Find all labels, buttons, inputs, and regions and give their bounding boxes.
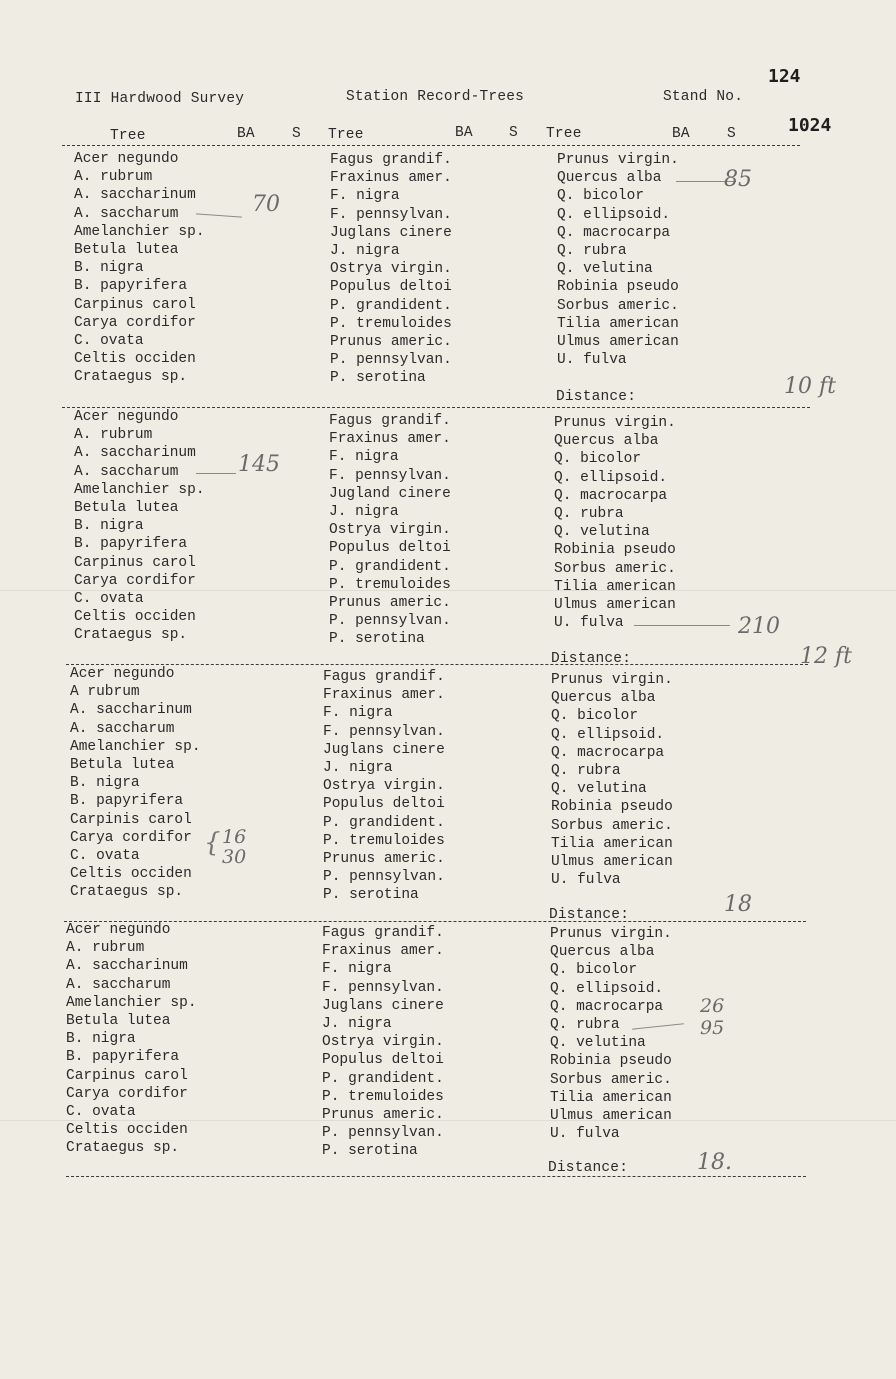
species-entry: Crataegus sp.	[70, 884, 184, 901]
species-entry: Quercus alba	[550, 944, 655, 961]
species-entry: F. pennsylvan.	[322, 979, 444, 996]
species-entry: P. pennsylvan.	[322, 1125, 444, 1142]
species-entry: A. rubrum	[74, 427, 153, 444]
species-entry: C. ovata	[66, 1103, 136, 1120]
species-entry: Q. macrocarpa	[557, 224, 671, 241]
species-entry: Carpinis carol	[70, 811, 192, 828]
species-column	[329, 412, 451, 648]
species-entry: A. saccharum	[74, 205, 179, 222]
species-entry: A. rubrum	[66, 940, 145, 957]
distance-label: Distance:	[548, 1160, 629, 1176]
col-header-ba: BA	[237, 126, 255, 142]
species-entry: Fagus grandif.	[330, 152, 452, 168]
species-entry: Q. rubra	[551, 762, 621, 779]
record-number-stamp: 1024	[788, 115, 832, 136]
species-entry: J. nigra	[322, 1015, 392, 1032]
species-entry: Betula lutea	[66, 1012, 171, 1029]
species-entry: Q. ellipsoid.	[550, 980, 664, 997]
col-header-ba: BA	[672, 126, 690, 142]
ba-annotation: 30	[222, 846, 247, 868]
species-column	[74, 408, 205, 644]
species-entry: U. fulva	[551, 872, 621, 889]
species-entry: Robinia pseudo	[550, 1053, 672, 1070]
species-entry: A. saccharinum	[66, 958, 188, 975]
species-entry: B. nigra	[70, 775, 140, 792]
species-entry: F. nigra	[322, 961, 392, 978]
species-entry: A. saccharinum	[70, 702, 192, 719]
species-column	[554, 414, 676, 632]
species-entry: B. nigra	[74, 260, 144, 277]
distance-handwritten: 10 ft	[784, 374, 836, 399]
species-entry: Robinia pseudo	[551, 799, 673, 816]
divider-line	[66, 1176, 806, 1177]
species-entry: J. nigra	[330, 242, 400, 259]
survey-title: III Hardwood Survey	[75, 91, 245, 107]
annotation-tick	[634, 625, 730, 626]
col-header-tree: Tree	[328, 127, 364, 143]
species-entry: Carpinus carol	[74, 554, 196, 571]
species-entry: P. serotina	[322, 1143, 418, 1160]
species-entry: C. ovata	[74, 590, 144, 607]
species-column	[323, 668, 445, 904]
species-entry: P. pennsylvan.	[329, 613, 451, 630]
species-entry: U. fulva	[554, 615, 624, 632]
species-entry: F. pennsylvan.	[323, 723, 445, 740]
species-entry: Celtis occiden	[70, 866, 192, 883]
species-entry: Prunus americ.	[323, 850, 445, 867]
col-header-tree: Tree	[546, 126, 582, 142]
species-entry: Quercus alba	[554, 433, 659, 450]
species-entry: Ulmus american	[551, 853, 673, 870]
ba-annotation: 16	[222, 826, 247, 848]
species-entry: Prunus americ.	[329, 594, 451, 611]
species-entry: Q. macrocarpa	[551, 744, 665, 761]
species-entry: F. nigra	[323, 705, 393, 722]
species-entry: P. pennsylvan.	[323, 869, 445, 886]
species-entry: Tilia american	[550, 1089, 672, 1106]
species-entry: Carya cordifor	[74, 572, 196, 589]
species-entry: Amelanchier sp.	[74, 223, 205, 240]
ba-annotation: 26	[700, 995, 725, 1017]
species-entry: Tilia american	[557, 315, 679, 332]
species-entry: P. serotina	[330, 370, 426, 387]
species-entry: P. tremuloides	[322, 1088, 444, 1105]
species-entry: Prunus americ.	[322, 1106, 444, 1123]
species-entry: Q. velutina	[551, 781, 647, 798]
species-entry: Q. ellipsoid.	[554, 469, 668, 486]
species-entry: Q. bicolor	[550, 962, 638, 979]
species-entry: Crataegus sp.	[66, 1140, 180, 1157]
species-entry: Jugland cinere	[329, 485, 451, 502]
ba-annotation: 145	[238, 452, 280, 477]
species-entry: P. grandident.	[329, 558, 451, 575]
species-entry: P. grandident.	[330, 297, 452, 314]
species-entry: P. tremuloides	[329, 576, 451, 593]
species-entry: F. nigra	[329, 449, 399, 466]
species-entry: Carya cordifor	[66, 1085, 188, 1102]
species-entry: Celtis occiden	[66, 1122, 188, 1139]
species-entry: P. tremuloides	[323, 832, 445, 849]
species-column	[322, 924, 444, 1160]
distance-handwritten: 12 ft	[800, 644, 852, 669]
col-header-s: S	[292, 126, 301, 142]
species-entry: Fraxinus amer.	[323, 687, 445, 704]
species-column	[550, 925, 672, 1143]
species-entry: Sorbus americ.	[551, 817, 673, 834]
species-entry: A. rubrum	[74, 169, 153, 186]
species-entry: Betula lutea	[70, 756, 175, 773]
species-entry: Q. velutina	[557, 261, 653, 278]
species-column	[66, 921, 197, 1157]
species-entry: Crataegus sp.	[74, 627, 188, 644]
species-entry: Carpinus carol	[74, 296, 196, 313]
species-entry: U. fulva	[550, 1126, 620, 1143]
ba-annotation: 210	[738, 614, 780, 639]
species-entry: Sorbus americ.	[554, 560, 676, 577]
stand-number-stamp: 124	[768, 66, 801, 87]
species-column	[74, 150, 205, 386]
ba-annotation: 70	[252, 192, 280, 217]
species-entry: Fraxinus amer.	[329, 431, 451, 448]
species-entry: F. pennsylvan.	[329, 467, 451, 484]
annotation-tick	[196, 473, 236, 474]
species-entry: F. pennsylvan.	[330, 206, 452, 223]
species-entry: Quercus alba	[551, 690, 656, 707]
species-entry: Q. velutina	[550, 1035, 646, 1052]
species-entry: Crataegus sp.	[74, 369, 188, 386]
col-header-ba: BA	[455, 125, 473, 141]
species-entry: Sorbus americ.	[550, 1071, 672, 1088]
species-entry: B. papyrifera	[66, 1049, 180, 1066]
species-entry: Carya cordifor	[74, 314, 196, 331]
species-entry: Q. bicolor	[557, 188, 645, 205]
species-entry: Fraxinus amer.	[330, 170, 452, 187]
species-entry: F. nigra	[330, 188, 400, 205]
distance-label: Distance:	[549, 907, 630, 923]
species-entry: Ostrya virgin.	[323, 778, 445, 795]
species-entry: Betula lutea	[74, 241, 179, 258]
species-entry: Carya cordifor	[70, 829, 192, 846]
species-entry: Acer negundo	[74, 151, 179, 167]
species-entry: Sorbus americ.	[557, 297, 679, 314]
species-entry: C. ovata	[74, 332, 144, 349]
species-column	[330, 151, 452, 387]
species-entry: C. ovata	[70, 847, 140, 864]
species-entry: P. grandident.	[322, 1070, 444, 1087]
species-entry: Ulmus american	[550, 1107, 672, 1124]
species-entry: Fagus grandif.	[329, 413, 451, 429]
species-entry: Fagus grandif.	[323, 669, 445, 685]
species-entry: J. nigra	[329, 503, 399, 520]
species-entry: Ulmus american	[557, 333, 679, 350]
divider-line	[62, 145, 800, 146]
species-entry: Prunus virgin.	[557, 152, 679, 168]
form-title: Station Record-Trees	[346, 89, 525, 105]
species-entry: Populus deltoi	[322, 1052, 444, 1069]
species-entry: Juglans cinere	[330, 224, 452, 241]
species-entry: Tilia american	[554, 578, 676, 595]
species-entry: Q. rubra	[550, 1016, 620, 1033]
species-entry: Celtis occiden	[74, 609, 196, 626]
species-entry: Fagus grandif.	[322, 925, 444, 941]
species-entry: Prunus americ.	[330, 333, 452, 350]
species-entry: Populus deltoi	[330, 279, 452, 296]
species-entry: Q. ellipsoid.	[551, 726, 665, 743]
species-entry: B. papyrifera	[70, 793, 184, 810]
species-entry: B. nigra	[66, 1031, 136, 1048]
species-entry: Ulmus american	[554, 596, 676, 613]
species-entry: A. saccharinum	[74, 187, 196, 204]
species-entry: P. pennsylvan.	[330, 352, 452, 369]
stand-label: Stand No.	[663, 89, 744, 105]
species-entry: Q. macrocarpa	[554, 487, 668, 504]
species-entry: P. serotina	[323, 887, 419, 904]
species-entry: Populus deltoi	[323, 796, 445, 813]
species-entry: Betula lutea	[74, 499, 179, 516]
species-entry: Juglans cinere	[323, 741, 445, 758]
species-entry: Acer negundo	[74, 409, 179, 425]
species-column	[70, 665, 201, 901]
species-entry: Prunus virgin.	[551, 672, 673, 688]
species-entry: A. saccharum	[66, 976, 171, 993]
distance-handwritten: 18.	[697, 1150, 732, 1175]
species-entry: Prunus virgin.	[550, 926, 672, 942]
species-entry: P. grandident.	[323, 814, 445, 831]
species-entry: Carpinus carol	[66, 1067, 188, 1084]
species-entry: Celtis occiden	[74, 351, 196, 368]
species-entry: Q. rubra	[554, 505, 624, 522]
species-entry: B. nigra	[74, 518, 144, 535]
species-entry: Amelanchier sp.	[66, 994, 197, 1011]
species-entry: Juglans cinere	[322, 997, 444, 1014]
species-entry: Acer negundo	[70, 666, 175, 682]
distance-label: Distance:	[556, 389, 637, 405]
species-entry: A. saccharum	[74, 463, 179, 480]
species-entry: A. saccharum	[70, 720, 175, 737]
species-entry: Ostrya virgin.	[330, 261, 452, 278]
species-entry: B. papyrifera	[74, 536, 188, 553]
species-entry: Q. bicolor	[554, 451, 642, 468]
species-entry: Fraxinus amer.	[322, 943, 444, 960]
brace-mark: {	[204, 828, 221, 858]
species-entry: A. saccharinum	[74, 445, 196, 462]
species-entry: U. fulva	[557, 352, 627, 369]
species-entry: Amelanchier sp.	[70, 738, 201, 755]
species-entry: Quercus alba	[557, 170, 662, 187]
species-entry: Prunus virgin.	[554, 415, 676, 431]
species-column	[551, 671, 673, 889]
species-entry: Q. rubra	[557, 242, 627, 259]
species-entry: Robinia pseudo	[557, 279, 679, 296]
distance-label: Distance:	[551, 651, 632, 667]
distance-handwritten: 18	[724, 892, 752, 917]
species-entry: Ostrya virgin.	[329, 522, 451, 539]
species-entry: Ostrya virgin.	[322, 1034, 444, 1051]
col-header-tree: Tree	[110, 128, 146, 144]
species-column	[557, 151, 679, 369]
species-entry: Q. ellipsoid.	[557, 206, 671, 223]
species-entry: Tilia american	[551, 835, 673, 852]
species-entry: Amelanchier sp.	[74, 481, 205, 498]
species-entry: A rubrum	[70, 684, 140, 701]
ba-annotation: 85	[724, 167, 752, 192]
ba-annotation: 95	[700, 1017, 725, 1039]
species-entry: Robinia pseudo	[554, 542, 676, 559]
species-entry: B. papyrifera	[74, 278, 188, 295]
species-entry: P. serotina	[329, 631, 425, 648]
species-entry: Q. macrocarpa	[550, 998, 664, 1015]
col-header-s: S	[509, 125, 518, 141]
col-header-s: S	[727, 126, 736, 142]
species-entry: Acer negundo	[66, 922, 171, 938]
species-entry: J. nigra	[323, 759, 393, 776]
species-entry: Q. bicolor	[551, 708, 639, 725]
species-entry: Populus deltoi	[329, 540, 451, 557]
species-entry: P. tremuloides	[330, 315, 452, 332]
species-entry: Q. velutina	[554, 524, 650, 541]
